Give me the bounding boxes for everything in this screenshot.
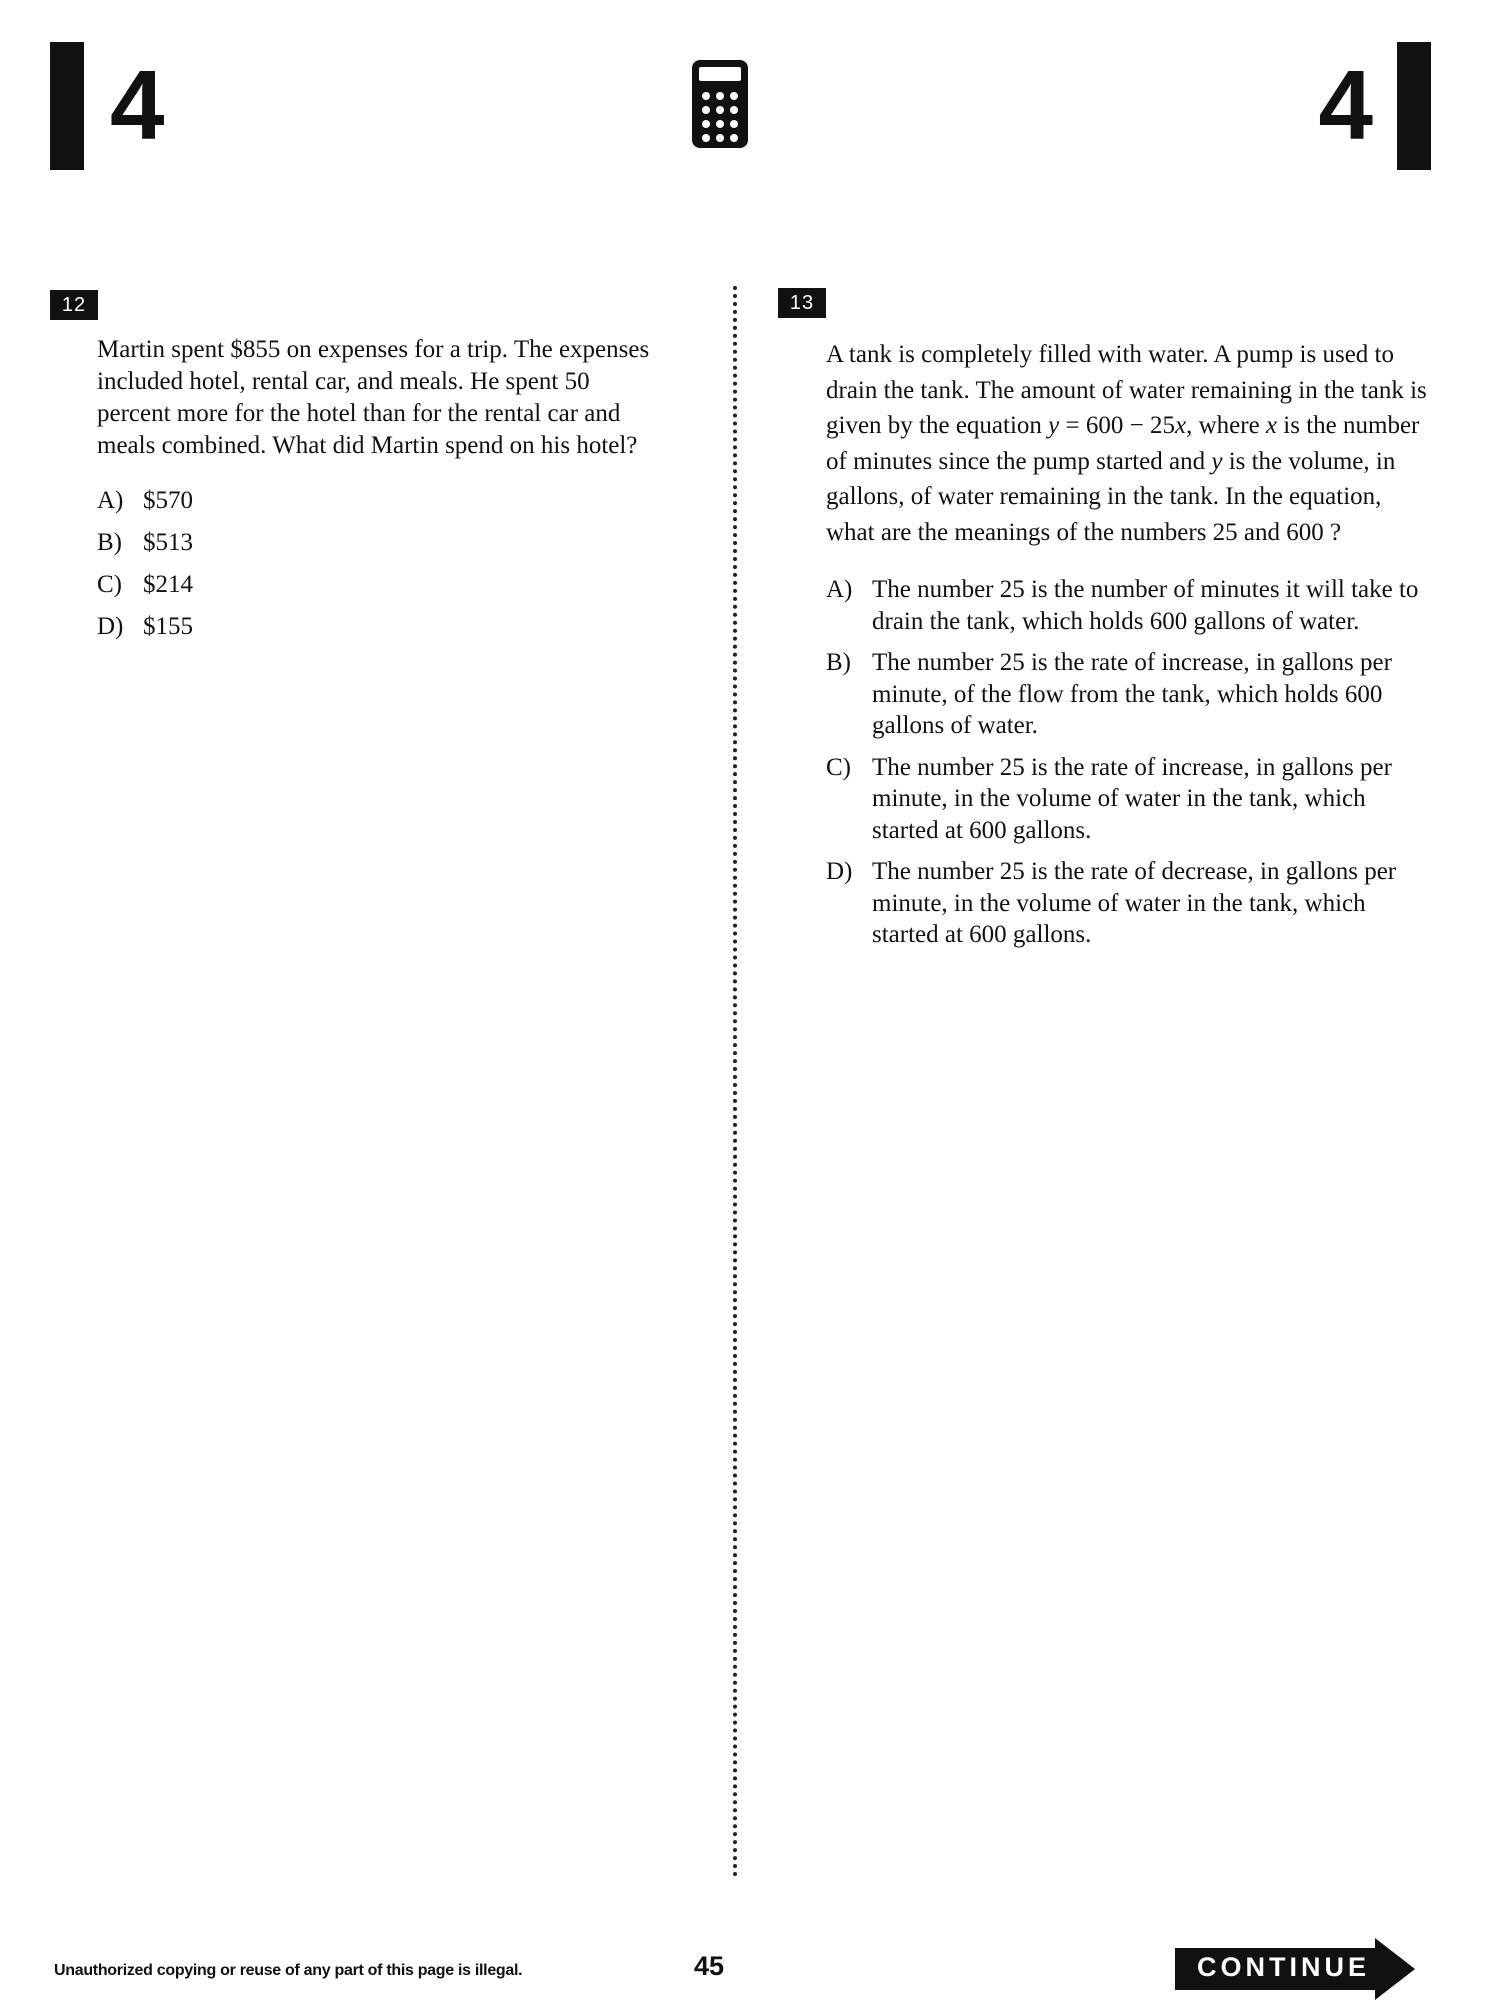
page-number: 45 bbox=[694, 1951, 725, 1981]
question-13-number: 13 bbox=[778, 288, 826, 318]
section-bar-right bbox=[1397, 42, 1431, 170]
choice-text: The number 25 is the rate of increase, in gallons per minute, in the volume of water in the tank, which started at 600 gallons. bbox=[872, 753, 1392, 844]
choice-letter: A) bbox=[826, 576, 853, 603]
choice-letter: C) bbox=[97, 571, 122, 598]
question-13-text-after-equation: , where bbox=[1186, 412, 1266, 439]
choice-letter: C) bbox=[826, 753, 851, 781]
equation-variable-y: y bbox=[1048, 412, 1060, 439]
choice-letter: D) bbox=[97, 613, 124, 640]
choice-letter: D) bbox=[826, 858, 853, 885]
question-12-choice-c[interactable] bbox=[97, 564, 667, 606]
section-bar-left bbox=[50, 42, 84, 170]
question-12-choice-d[interactable] bbox=[97, 606, 667, 648]
question-13-choices bbox=[826, 574, 1436, 951]
choice-text: $214 bbox=[143, 571, 193, 598]
question-12 bbox=[97, 334, 667, 648]
question-12-choices bbox=[97, 480, 667, 648]
variable-x: x bbox=[1265, 412, 1278, 439]
section-marker-left bbox=[50, 42, 165, 170]
calculator-icon bbox=[690, 58, 750, 150]
choice-letter: B) bbox=[826, 649, 851, 676]
section-number-right: 4 bbox=[1318, 50, 1373, 160]
question-13-text-intro: A tank is completely filled with water. A pump is used to drain the tank. The amount of water remaining in the tank is given by the equation bbox=[826, 341, 1427, 439]
question-13-text-mid: is the number of minutes since the pump started and bbox=[826, 412, 1420, 475]
question-13-choice-a[interactable] bbox=[826, 574, 1436, 637]
choice-text: $513 bbox=[143, 529, 193, 556]
choice-text: The number 25 is the number of minutes it will take to drain the tank, which holds 600 gallons of water. bbox=[872, 576, 1419, 635]
question-13-text bbox=[826, 337, 1436, 550]
choice-text: $155 bbox=[143, 613, 193, 640]
question-13-choice-b[interactable] bbox=[826, 647, 1436, 742]
section-number-left: 4 bbox=[110, 50, 165, 160]
calculator-icon-graphic bbox=[690, 58, 750, 150]
question-13-choice-c[interactable] bbox=[826, 752, 1436, 847]
question-13 bbox=[826, 337, 1436, 961]
copyright-notice: Unauthorized copying or reuse of any part of this page is illegal. bbox=[54, 1962, 523, 1979]
choice-text: The number 25 is the rate of increase, in gallons per minute, of the flow from the tank, which holds 600 gallons of water. bbox=[872, 649, 1392, 739]
variable-y: y bbox=[1211, 447, 1223, 475]
choice-letter: B) bbox=[97, 529, 122, 556]
choice-text: The number 25 is the rate of decrease, in gallons per minute, in the volume of water in the tank, which started at 600 gallons. bbox=[872, 858, 1397, 948]
continue-label: CONTINUE bbox=[1197, 1952, 1370, 1982]
question-12-number: 12 bbox=[50, 290, 98, 320]
equation-middle: = 600 − 25 bbox=[1059, 412, 1175, 439]
question-12-choice-a[interactable] bbox=[97, 480, 667, 522]
equation-variable-x: x bbox=[1174, 412, 1187, 439]
column-divider bbox=[733, 286, 737, 1878]
choice-text: $570 bbox=[143, 487, 193, 514]
question-12-text: Martin spent $855 on expenses for a trip. The expenses included hotel, rental car, and meals. He spent 50 percent more for the hotel than for the rental car and meals combined. What did Martin spend on his hotel? bbox=[97, 336, 650, 459]
question-12-choice-b[interactable] bbox=[97, 522, 667, 564]
continue-button[interactable] bbox=[1175, 1938, 1415, 2000]
choice-letter: A) bbox=[97, 487, 124, 514]
question-13-text-end: is the volume, in gallons, of water remaining in the tank. In the equation, what are the meanings of the numbers 25 and 600 ? bbox=[826, 447, 1396, 546]
section-marker-right bbox=[1318, 42, 1431, 170]
question-13-choice-d[interactable] bbox=[826, 856, 1436, 951]
